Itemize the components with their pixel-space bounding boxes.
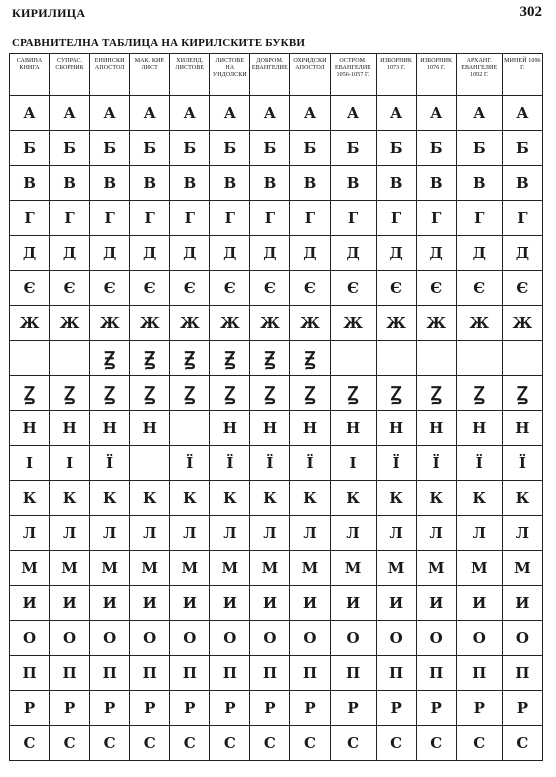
letter-cell: Ж — [456, 306, 502, 341]
letter-cell: П — [210, 656, 250, 691]
letter-cell: М — [50, 551, 90, 586]
letter-cell: Н — [330, 411, 376, 446]
letter-cell: Д — [250, 236, 290, 271]
letter-cell: Л — [250, 516, 290, 551]
letter-cell: Л — [50, 516, 90, 551]
letter-cell: П — [170, 656, 210, 691]
letter-cell: В — [456, 166, 502, 201]
letter-cell: Л — [456, 516, 502, 551]
letter-cell: Ꙁ — [416, 376, 456, 411]
letter-cell: А — [290, 96, 330, 131]
letter-cell: К — [10, 481, 50, 516]
letter-cell — [130, 446, 170, 481]
letter-cell: Ж — [416, 306, 456, 341]
letter-cell: И — [210, 586, 250, 621]
column-header: МАК. КИР. ЛИСТ — [130, 54, 170, 96]
letter-cell: Л — [210, 516, 250, 551]
letter-cell: Д — [502, 236, 542, 271]
letter-cell: П — [10, 656, 50, 691]
letter-cell: Н — [130, 411, 170, 446]
letter-cell: Ж — [130, 306, 170, 341]
letter-cell: В — [250, 166, 290, 201]
letter-cell: Д — [50, 236, 90, 271]
column-header: САВИНА КНИГА — [10, 54, 50, 96]
letter-cell: С — [170, 726, 210, 761]
table-row — [10, 341, 543, 376]
letter-cell: Г — [130, 201, 170, 236]
table-row — [10, 131, 543, 166]
letter-cell: А — [456, 96, 502, 131]
letter-cell: С — [210, 726, 250, 761]
letter-cell: И — [10, 586, 50, 621]
letter-cell: Ї — [90, 446, 130, 481]
letter-cell: К — [456, 481, 502, 516]
letter-cell: Б — [50, 131, 90, 166]
letter-cell: К — [90, 481, 130, 516]
letter-cell: И — [90, 586, 130, 621]
letter-cell: Н — [502, 411, 542, 446]
letter-cell: С — [330, 726, 376, 761]
letter-cell: Г — [170, 201, 210, 236]
table-row — [10, 621, 543, 656]
table-row — [10, 726, 543, 761]
letter-cell: Д — [210, 236, 250, 271]
letter-cell: Н — [210, 411, 250, 446]
letter-cell: Л — [130, 516, 170, 551]
letter-cell: Ж — [10, 306, 50, 341]
letter-cell: А — [376, 96, 416, 131]
letter-cell: Р — [502, 691, 542, 726]
letter-cell: К — [330, 481, 376, 516]
column-header: АРХАНГ. ЕВАНГЕЛИЕ 1092 Г. — [456, 54, 502, 96]
table-row — [10, 446, 543, 481]
letter-cell: В — [50, 166, 90, 201]
letter-cell: Б — [90, 131, 130, 166]
letter-cell: П — [130, 656, 170, 691]
letter-cell: Р — [376, 691, 416, 726]
letter-cell: М — [502, 551, 542, 586]
letter-cell: О — [50, 621, 90, 656]
letter-cell: И — [330, 586, 376, 621]
letter-cell: Ж — [330, 306, 376, 341]
letter-cell: П — [416, 656, 456, 691]
letter-cell: Н — [90, 411, 130, 446]
letter-cell: Є — [10, 271, 50, 306]
letter-cell: Д — [330, 236, 376, 271]
letter-cell: Р — [170, 691, 210, 726]
letter-cell: Є — [502, 271, 542, 306]
letter-cell: М — [170, 551, 210, 586]
letter-cell: П — [456, 656, 502, 691]
letter-cell: І — [50, 446, 90, 481]
letter-cell: П — [90, 656, 130, 691]
table-header-row — [10, 54, 543, 96]
letter-cell: Л — [90, 516, 130, 551]
letter-cell: С — [90, 726, 130, 761]
table-row — [10, 166, 543, 201]
letter-cell: Г — [50, 201, 90, 236]
column-header: СУПРАС. СБОРНИК — [50, 54, 90, 96]
letter-cell: М — [330, 551, 376, 586]
letter-cell: Г — [330, 201, 376, 236]
letter-cell: Ꙁ — [376, 376, 416, 411]
letter-cell: О — [290, 621, 330, 656]
letter-cell: К — [50, 481, 90, 516]
letter-cell: А — [502, 96, 542, 131]
letter-cell: Б — [290, 131, 330, 166]
letter-cell: Р — [416, 691, 456, 726]
table-row — [10, 201, 543, 236]
letter-cell: Б — [170, 131, 210, 166]
letter-cell: Ꙁ — [456, 376, 502, 411]
letter-cell: Ꙁ — [502, 376, 542, 411]
letter-cell: І — [10, 446, 50, 481]
letter-cell: С — [502, 726, 542, 761]
letter-cell: Н — [50, 411, 90, 446]
letter-cell: В — [502, 166, 542, 201]
letter-cell: П — [50, 656, 90, 691]
column-header: ЕНИНСКИ АПОСТОЛ — [90, 54, 130, 96]
letter-cell — [170, 411, 210, 446]
letter-cell: Д — [10, 236, 50, 271]
letter-cell: Ꙃ — [250, 341, 290, 376]
letter-cell: Б — [330, 131, 376, 166]
letter-cell: Є — [250, 271, 290, 306]
letter-cell: А — [90, 96, 130, 131]
table-row — [10, 306, 543, 341]
letter-cell: Р — [250, 691, 290, 726]
letter-cell: С — [250, 726, 290, 761]
letter-cell: А — [10, 96, 50, 131]
letter-cell: Є — [376, 271, 416, 306]
letter-cell: Д — [290, 236, 330, 271]
letter-cell: С — [456, 726, 502, 761]
letter-cell: Б — [210, 131, 250, 166]
letter-cell: М — [456, 551, 502, 586]
letter-cell: Г — [210, 201, 250, 236]
letter-cell: К — [250, 481, 290, 516]
letter-cell: И — [130, 586, 170, 621]
letter-cell: К — [502, 481, 542, 516]
letter-cell: М — [130, 551, 170, 586]
letter-cell: Н — [456, 411, 502, 446]
letter-cell: Ꙃ — [130, 341, 170, 376]
letter-cell: О — [416, 621, 456, 656]
table-row — [10, 96, 543, 131]
letter-cell: Ꙃ — [290, 341, 330, 376]
letter-cell: А — [250, 96, 290, 131]
letter-cell: Ꙃ — [90, 341, 130, 376]
letter-cell: Б — [250, 131, 290, 166]
letter-cell: О — [376, 621, 416, 656]
letter-cell: Ж — [210, 306, 250, 341]
letter-cell — [10, 341, 50, 376]
letter-cell: Г — [376, 201, 416, 236]
letter-cell — [330, 341, 376, 376]
letter-cell: К — [170, 481, 210, 516]
letter-cell: М — [250, 551, 290, 586]
letter-cell: Д — [456, 236, 502, 271]
letter-cell: Л — [376, 516, 416, 551]
table-title: СРАВНИТЕЛНА ТАБЛИЦА НА КИРИЛСКИТЕ БУКВИ — [12, 37, 306, 49]
letter-cell: Р — [210, 691, 250, 726]
letter-cell: Ꙁ — [50, 376, 90, 411]
letter-cell — [50, 341, 90, 376]
letter-cell: Л — [290, 516, 330, 551]
letter-cell — [456, 341, 502, 376]
column-header: ОСТРОМ. ЕВАНГЕЛИЕ 1056-1057 Г. — [330, 54, 376, 96]
letter-cell: Ж — [170, 306, 210, 341]
letter-cell: В — [330, 166, 376, 201]
letter-cell: М — [90, 551, 130, 586]
letter-cell: А — [210, 96, 250, 131]
letter-cell: О — [90, 621, 130, 656]
letter-cell: Є — [210, 271, 250, 306]
letter-cell: Р — [10, 691, 50, 726]
letter-cell: Ꙁ — [330, 376, 376, 411]
letter-cell: Н — [376, 411, 416, 446]
letter-cell: Ї — [210, 446, 250, 481]
column-header: ДОБРОМ. ЕВАНГЕЛИЕ — [250, 54, 290, 96]
letter-cell: Ї — [170, 446, 210, 481]
letter-cell: Р — [130, 691, 170, 726]
letter-cell: Ꙁ — [10, 376, 50, 411]
letter-cell: М — [376, 551, 416, 586]
letter-cell: Г — [290, 201, 330, 236]
letter-cell: Н — [10, 411, 50, 446]
column-header: ЛИСТОВЕ НА УНДОЛСКИ — [210, 54, 250, 96]
letter-cell: И — [376, 586, 416, 621]
letter-cell: О — [10, 621, 50, 656]
letter-cell: Ж — [290, 306, 330, 341]
letter-cell: В — [170, 166, 210, 201]
letter-cell: С — [290, 726, 330, 761]
letter-cell: А — [330, 96, 376, 131]
letter-cell: И — [502, 586, 542, 621]
letter-cell: Є — [330, 271, 376, 306]
table-row — [10, 516, 543, 551]
letter-cell: И — [250, 586, 290, 621]
letter-cell: Д — [416, 236, 456, 271]
table-row — [10, 656, 543, 691]
letter-cell: Ꙃ — [210, 341, 250, 376]
letter-cell: В — [10, 166, 50, 201]
letter-comparison-table — [9, 53, 543, 761]
letter-cell: Б — [416, 131, 456, 166]
letter-cell: Ї — [416, 446, 456, 481]
letter-cell: Б — [502, 131, 542, 166]
letter-cell: С — [376, 726, 416, 761]
letter-cell: Н — [290, 411, 330, 446]
letter-cell: Г — [456, 201, 502, 236]
table-body — [10, 96, 543, 761]
table-row — [10, 236, 543, 271]
letter-cell — [416, 341, 456, 376]
letter-cell: Б — [10, 131, 50, 166]
letter-cell: Д — [170, 236, 210, 271]
letter-cell: С — [10, 726, 50, 761]
letter-cell: Ж — [250, 306, 290, 341]
letter-cell: К — [376, 481, 416, 516]
letter-cell: Б — [130, 131, 170, 166]
letter-cell: В — [376, 166, 416, 201]
letter-cell — [376, 341, 416, 376]
letter-cell: Є — [456, 271, 502, 306]
letter-cell: П — [290, 656, 330, 691]
page-header — [12, 6, 542, 26]
letter-cell: О — [130, 621, 170, 656]
letter-cell: В — [90, 166, 130, 201]
table-row — [10, 586, 543, 621]
letter-cell: Ꙁ — [250, 376, 290, 411]
letter-cell: О — [250, 621, 290, 656]
letter-cell: Г — [250, 201, 290, 236]
letter-cell: Н — [250, 411, 290, 446]
letter-cell: Н — [416, 411, 456, 446]
letter-cell: О — [330, 621, 376, 656]
letter-cell: П — [250, 656, 290, 691]
letter-cell: Є — [290, 271, 330, 306]
table-row — [10, 271, 543, 306]
letter-cell: Л — [10, 516, 50, 551]
letter-cell: Ж — [376, 306, 416, 341]
column-header: МИНЕЙ 1096 Г. — [502, 54, 542, 96]
table-row — [10, 551, 543, 586]
letter-cell: А — [130, 96, 170, 131]
letter-cell: К — [290, 481, 330, 516]
letter-cell: В — [416, 166, 456, 201]
letter-cell: Д — [376, 236, 416, 271]
letter-cell: И — [416, 586, 456, 621]
letter-cell: Б — [376, 131, 416, 166]
letter-cell: Р — [456, 691, 502, 726]
letter-cell: И — [50, 586, 90, 621]
letter-cell: Л — [502, 516, 542, 551]
letter-cell: А — [50, 96, 90, 131]
letter-cell: Ї — [250, 446, 290, 481]
letter-cell: Ж — [50, 306, 90, 341]
letter-cell: Є — [416, 271, 456, 306]
letter-cell: Р — [330, 691, 376, 726]
letter-cell: Ꙁ — [90, 376, 130, 411]
letter-cell: С — [130, 726, 170, 761]
letter-cell: В — [210, 166, 250, 201]
letter-cell: Ї — [456, 446, 502, 481]
letter-cell: М — [290, 551, 330, 586]
letter-cell: Ї — [376, 446, 416, 481]
letter-cell: И — [456, 586, 502, 621]
table-row — [10, 481, 543, 516]
letter-cell: Ꙃ — [170, 341, 210, 376]
letter-cell: Д — [90, 236, 130, 271]
table-row — [10, 411, 543, 446]
letter-cell: К — [210, 481, 250, 516]
letter-cell: Ж — [90, 306, 130, 341]
letter-cell: О — [210, 621, 250, 656]
letter-cell: Б — [456, 131, 502, 166]
letter-cell: М — [10, 551, 50, 586]
letter-cell: Є — [130, 271, 170, 306]
letter-cell: Г — [10, 201, 50, 236]
letter-cell: Р — [50, 691, 90, 726]
letter-cell: Д — [130, 236, 170, 271]
section-title: КИРИЛИЦА — [12, 6, 86, 20]
letter-cell: П — [376, 656, 416, 691]
letter-cell: Є — [170, 271, 210, 306]
letter-cell: М — [210, 551, 250, 586]
letter-cell: О — [170, 621, 210, 656]
column-header: ИЗБОРНИК 1073 Г. — [376, 54, 416, 96]
letter-cell: Г — [502, 201, 542, 236]
letter-cell: Ж — [502, 306, 542, 341]
letter-cell — [502, 341, 542, 376]
letter-cell: Г — [416, 201, 456, 236]
letter-cell: С — [50, 726, 90, 761]
letter-cell: К — [416, 481, 456, 516]
letter-cell: О — [456, 621, 502, 656]
column-header: ОХРИДСКИ АПОСТОЛ — [290, 54, 330, 96]
letter-cell: А — [416, 96, 456, 131]
letter-cell: И — [170, 586, 210, 621]
letter-cell: Є — [90, 271, 130, 306]
letter-cell: Р — [290, 691, 330, 726]
letter-cell: Ꙁ — [170, 376, 210, 411]
letter-cell: К — [130, 481, 170, 516]
letter-cell: Р — [90, 691, 130, 726]
letter-cell: Ꙁ — [210, 376, 250, 411]
letter-cell: А — [170, 96, 210, 131]
letter-cell: И — [290, 586, 330, 621]
page-number: 302 — [519, 4, 542, 20]
letter-cell: Ї — [502, 446, 542, 481]
letter-cell: Ї — [290, 446, 330, 481]
letter-cell: Є — [50, 271, 90, 306]
letter-cell: Ꙁ — [130, 376, 170, 411]
letter-cell: П — [330, 656, 376, 691]
letter-cell: О — [502, 621, 542, 656]
letter-cell: І — [330, 446, 376, 481]
letter-cell: В — [130, 166, 170, 201]
letter-cell: Л — [416, 516, 456, 551]
column-header: ХИЛЕНД. ЛИСТОВЕ — [170, 54, 210, 96]
table-row — [10, 376, 543, 411]
letter-cell: Л — [170, 516, 210, 551]
letter-cell: С — [416, 726, 456, 761]
letter-cell: Г — [90, 201, 130, 236]
letter-cell: П — [502, 656, 542, 691]
table-row — [10, 691, 543, 726]
letter-cell: М — [416, 551, 456, 586]
letter-cell: В — [290, 166, 330, 201]
letter-cell: Ꙁ — [290, 376, 330, 411]
column-header: ИЗБОРНИК 1076 Г. — [416, 54, 456, 96]
letter-cell: Л — [330, 516, 376, 551]
